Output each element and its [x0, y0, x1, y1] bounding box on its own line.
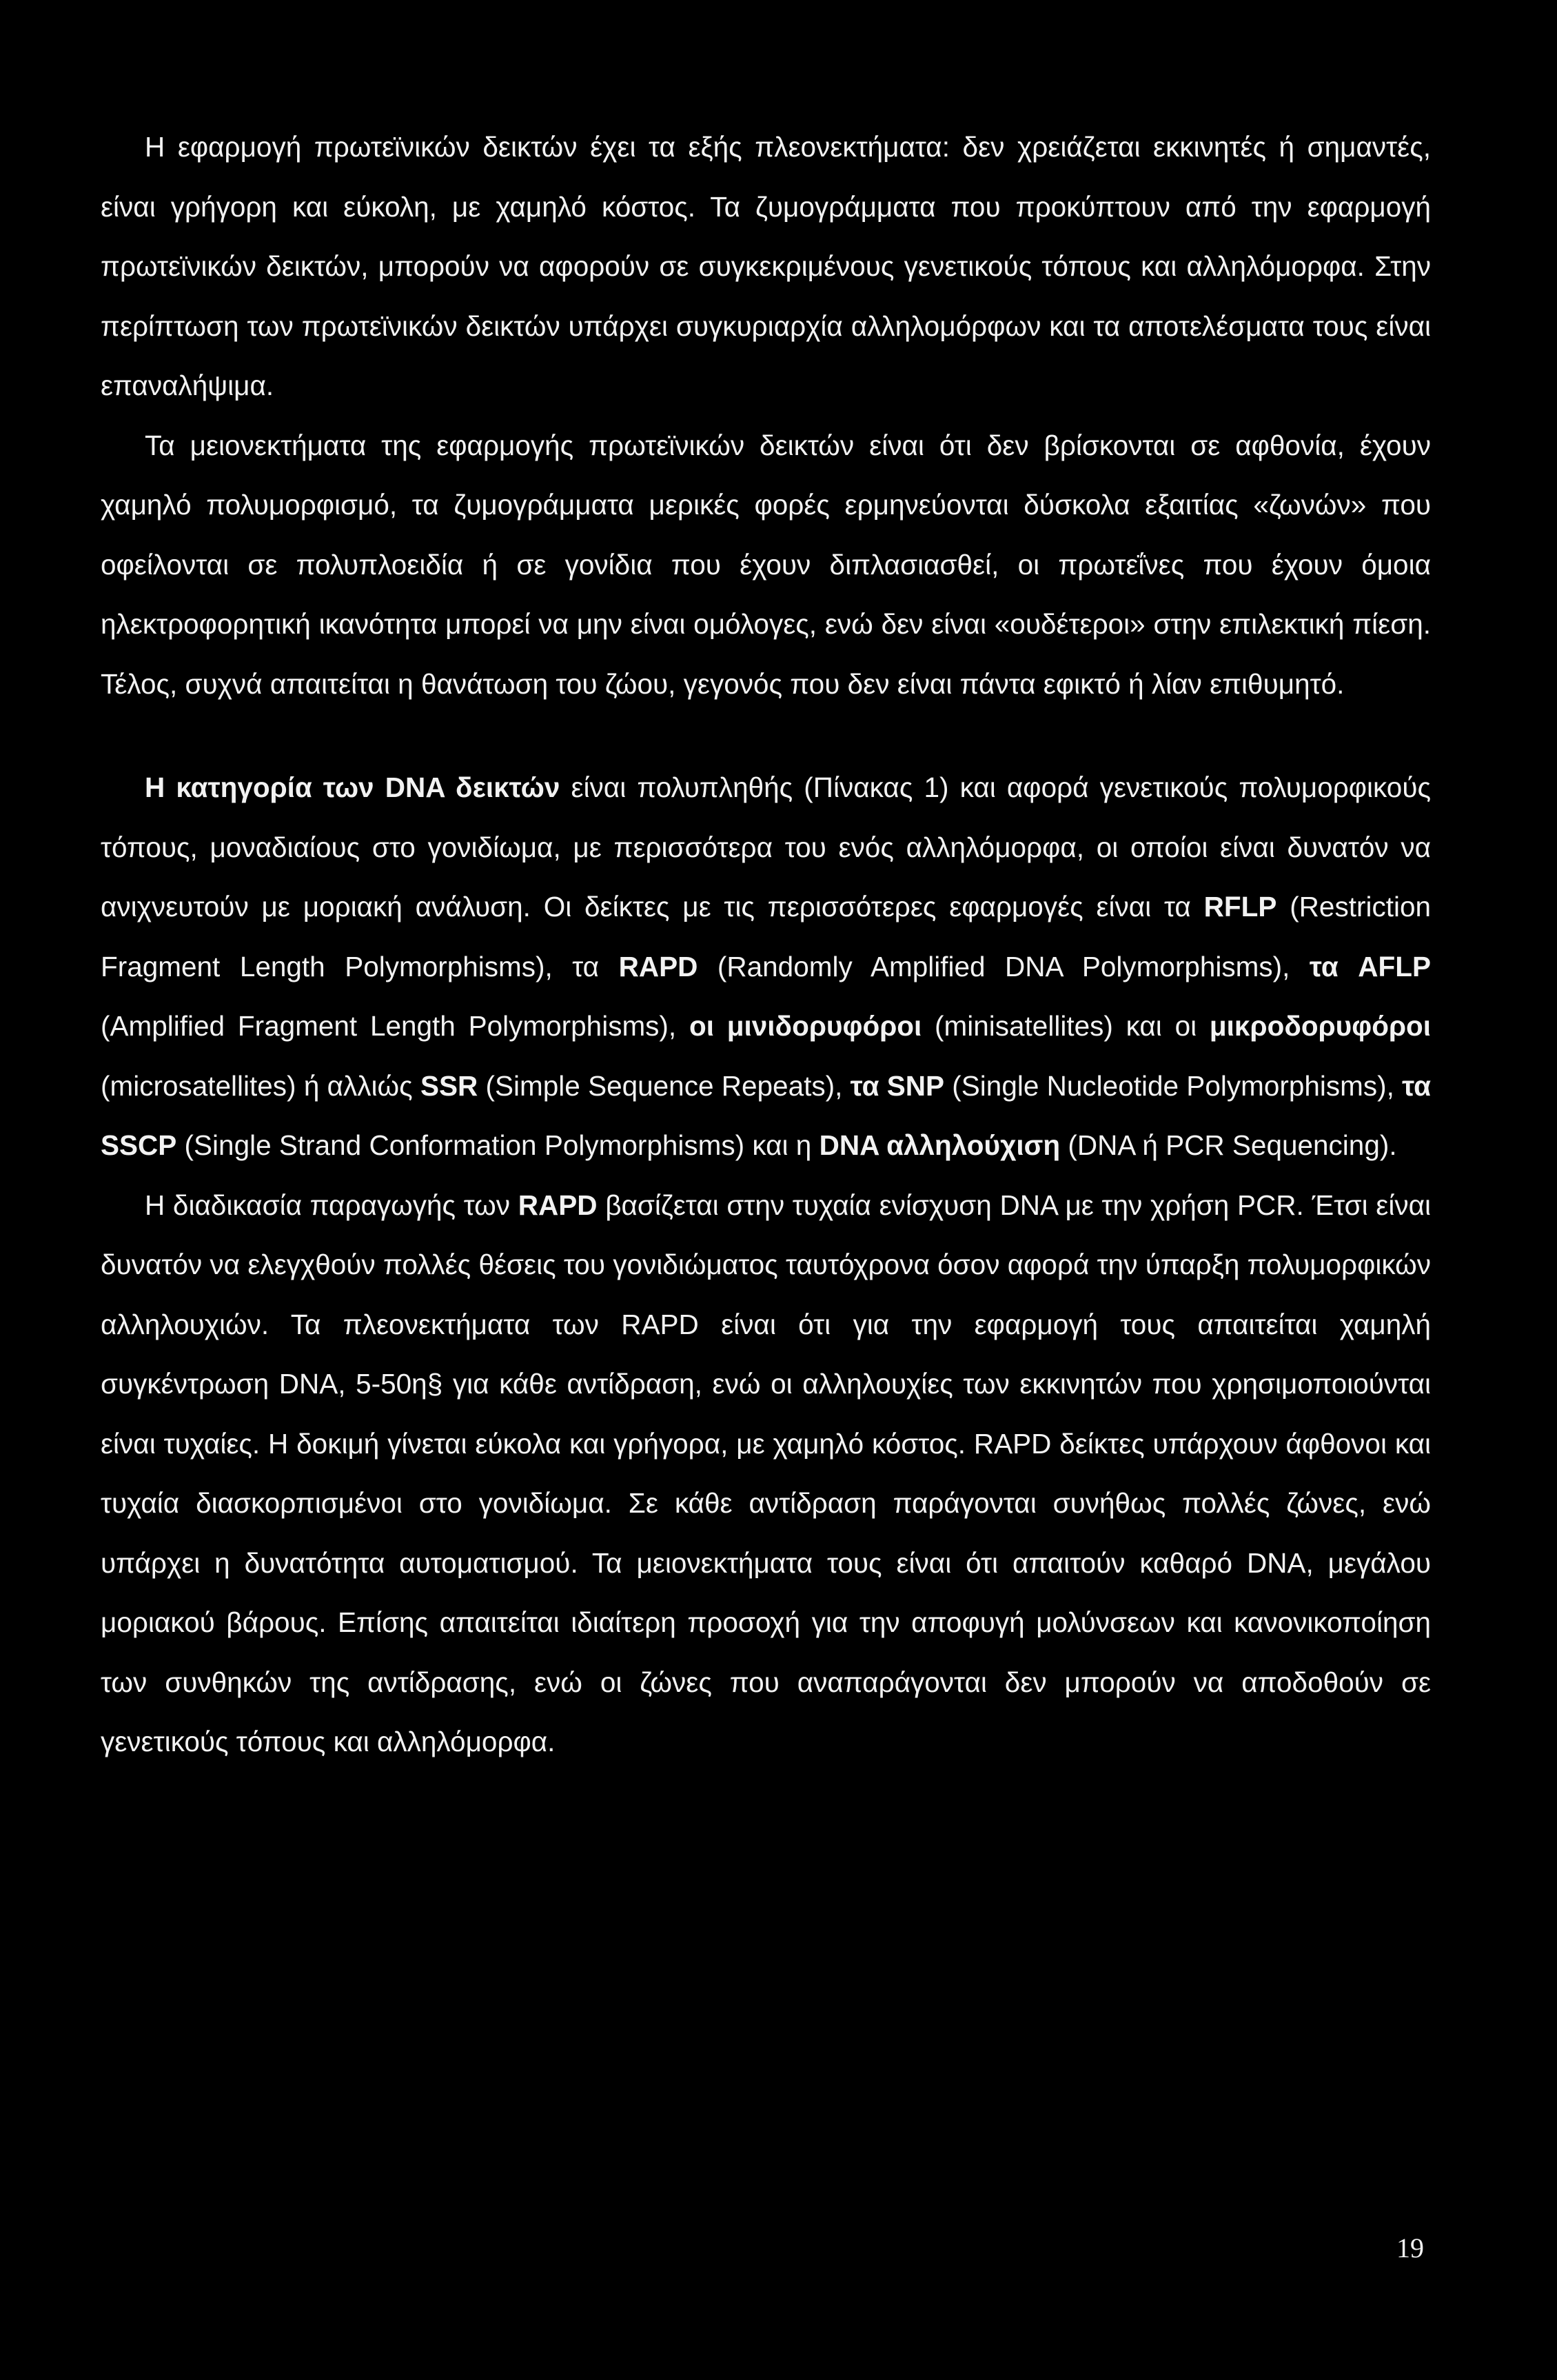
document-body: [101, 117, 1431, 1772]
text-run: (Single Nucleotide Polymorphisms),: [944, 1069, 1403, 1102]
bold-term: RAPD: [618, 950, 698, 982]
text-run: (Randomly Amplified DNA Polymorphisms),: [698, 950, 1310, 982]
text-run: (Amplified Fragment Length Polymorphisms),: [101, 1010, 689, 1042]
text-run: (Restriction Fragment Length Polymorphisms), τα: [101, 891, 1431, 982]
bold-term: Η κατηγορία των DNA δεικτών: [145, 772, 560, 803]
text-run: βασίζεται στην τυχαία ενίσχυση DNA με την χρήση PCR. Έτσι είναι δυνατόν να ελεγχθούν πολλές θέσεις του γονιδιώματος ταυτόχρονα όσον αφορά την ύπαρξη πολυμορφικών αλληλουχιών. Τα πλεονεκτήματα των RAPD είναι ότι για την εφαρμογή τους απαιτείται χαμηλή συγκέντρωση DNA, 5-50η§ για κάθε αντίδραση, ενώ οι αλληλουχίες των εκκινητών που χρησιμοποιούνται είναι τυχαίες. Η δοκιμή γίνεται εύκολα και γρήγορα, με χαμηλό κόστος. RAPD δείκτες υπάρχουν άφθονοι και τυχαία διασκορπισμένοι στο γονιδίωμα. Σε κάθε αντίδραση παράγονται συνήθως πολλές ζώνες, ενώ υπάρχει η δυνατότητα αυτοματισμού. Τα μειονεκτήματα τους είναι ότι απαιτούν καθαρό DNA, μεγάλου μοριακού βάρους. Επίσης απαιτείται ιδιαίτερη προσοχή για την αποφυγή μολύνσεων και κανονικοποίηση των συνθηκών της αντίδρασης, ενώ οι ζώνες που αναπαράγονται δεν μπορούν να αποδοθούν σε γενετικούς τόπους και αλληλόμορφα.: [101, 1189, 1432, 1757]
bold-term: οι μινιδορυφόροι: [689, 1010, 922, 1042]
text-run: Η εφαρμογή πρωτεϊνικών δεικτών έχει τα εξής πλεονεκτήματα: δεν χρειάζεται εκκινητές ή σημαντές, είναι γρήγορη και εύκολη, με χαμηλό κόστος. Τα ζυμογράμματα που προκύπτουν από την εφαρμογή πρωτεϊνικών δεικτών, μπορούν να αφορούν σε συγκεκριμένους γενετικούς τόπους και αλληλόμορφα. Στην περίπτωση των πρωτεϊνικών δεικτών υπάρχει συγκυριαρχία αλληλομόρφων και τα αποτελέσματα τους είναι επαναλήψιμα.: [101, 131, 1431, 401]
paragraph-dna-markers-category: [101, 758, 1431, 1176]
text-run: (Single Strand Conformation Polymorphisms) και η: [176, 1129, 820, 1161]
bold-term: SSR: [420, 1069, 478, 1102]
text-run: (minisatellites) και οι: [922, 1010, 1210, 1042]
text-run: (microsatellites) ή αλλιώς: [101, 1069, 420, 1102]
text-run: Τα μειονεκτήματα της εφαρμογής πρωτεϊνικών δεικτών είναι ότι δεν βρίσκονται σε αφθονία, έχουν χαμηλό πολυμορφισμό, τα ζυμογράμματα μερικές φορές ερμηνεύονται δύσκολα εξαιτίας «ζωνών» που οφείλονται σε πολυπλοειδία ή σε γονίδια που έχουν διπλασιασθεί, οι πρωτεΐνες που έχουν όμοια ηλεκτροφορητική ικανότητα μπορεί να μην είναι ομόλογες, ενώ δεν είναι «ουδέτεροι» στην επιλεκτική πίεση. Τέλος, συχνά απαιτείται η θανάτωση του ζώου, γεγονός που δεν είναι πάντα εφικτό ή λίαν επιθυμητό.: [101, 429, 1431, 700]
bold-term: μικροδορυφόροι: [1209, 1010, 1431, 1042]
bold-term: DNA αλληλούχιση: [819, 1129, 1061, 1161]
text-run: (DNA ή PCR Sequencing).: [1060, 1129, 1397, 1161]
text-run: (Simple Sequence Repeats),: [478, 1069, 851, 1102]
text-run: Η διαδικασία παραγωγής των: [145, 1189, 518, 1221]
bold-term: τα SNP: [850, 1069, 945, 1102]
bold-term: RAPD: [518, 1189, 598, 1221]
bold-term: RFLP: [1203, 891, 1277, 922]
text-run: είναι πολυπληθής (Πίνακας 1) και αφορά γενετικούς πολυμορφικούς τόπους, μοναδιαίους στο γονιδίωμα, με περισσότερα του ενός αλληλόμορφα, οι οποίοι είναι δυνατόν να ανιχνευτούν με μοριακή ανάλυση. Οι δείκτες με τις περισσότερες εφαρμογές είναι τα: [101, 772, 1431, 922]
bold-term: τα AFLP: [1309, 950, 1431, 982]
paragraph-protein-markers-disadvantages: [101, 416, 1431, 714]
paragraph-protein-markers-advantages: [101, 117, 1431, 416]
paragraph-rapd-procedure: [101, 1176, 1431, 1772]
page-number: 19: [1396, 2232, 1424, 2263]
bold-term: τα SSCP: [101, 1069, 1431, 1161]
